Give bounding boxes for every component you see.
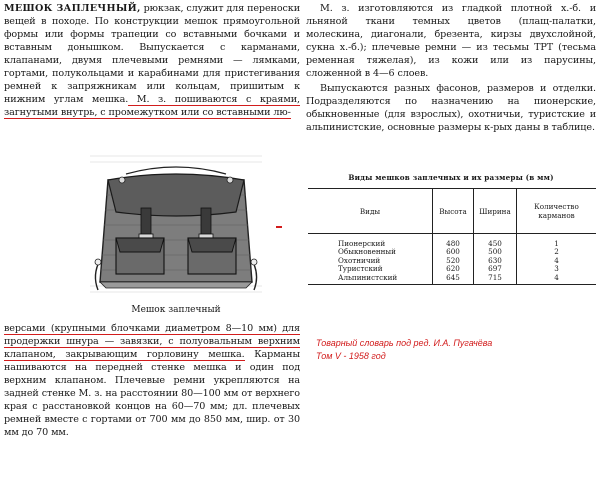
table-caption: Виды мешков заплечных и их размеры (в мм) [348, 173, 554, 182]
sizes-table [308, 188, 596, 285]
backpack-illustration [86, 150, 266, 300]
cell-width: 500 [474, 248, 517, 256]
intro-paragraph [4, 2, 300, 119]
cell-kind: Обыкновенный [338, 247, 396, 257]
right-column [306, 2, 596, 134]
cell-kind: Альпинистский [308, 274, 433, 285]
cell-kind: Охотничий [338, 255, 381, 265]
table-row [308, 274, 596, 285]
cell-pockets: 2 [517, 248, 597, 256]
types-paragraph: Выпускаются разных фасонов, размеров и отделки. Подразделяются по назначению на пионерские, обыкновенные (для взрослых), охотничьи, туристские и альпинистские, основные размеры к-рых даны в таблице. [306, 83, 596, 133]
cell-pockets: 3 [517, 265, 597, 273]
lower-paragraph [4, 322, 300, 439]
table-row [308, 234, 596, 249]
header-height: Высота [433, 189, 474, 234]
cell-kind: Пионерский [338, 239, 386, 248]
cell-width: 715 [474, 274, 517, 285]
materials-paragraph: М. з. изготовляются из гладкой плотной х.-б. и льняной ткани темных цветов (плащ-палатки, молескина, диагонали, брезента, кирзы двухслойной, сукна х.-б.); плечевые ремни — из тесьмы ТРТ (тесьма ременная тяжелая), из кожи или из парусины, сложенной в 4—6 слоев. [306, 3, 596, 79]
source-note-line2: Том V - 1958 год [316, 351, 386, 361]
table-header-row [308, 189, 596, 234]
intro-text: рюкзак, служит для переноски вещей в походе. По конструкции мешок прямоугольной формы или формы трапеции со вставными бочками и вставным донышком. Выпускается с карманами, клапанами, двумя плечевыми ремнями — лямками, гортами, полукольцами и карабинами для пристегивания ремней к запряжникам или кольцам, пришитым к нижним углам мешка. [4, 3, 300, 105]
cell-height: 600 [433, 248, 474, 256]
header-kind: Виды [308, 189, 433, 234]
headword: МЕШОК ЗАПЛЕЧНЫЙ, [4, 3, 141, 14]
intro-highlight: М. з. пошиваются с краями, загнутыми внутрь, с промежутком или со вставными лю- [4, 94, 300, 118]
cell-kind: Туристский [338, 264, 383, 274]
header-width: Ширина [474, 189, 517, 234]
left-column-upper [4, 2, 300, 119]
cell-width: 697 [474, 265, 517, 273]
left-column-lower [4, 322, 300, 439]
source-note [316, 337, 586, 363]
cell-height: 620 [433, 265, 474, 273]
cell-pockets: 4 [517, 257, 597, 265]
red-mark [276, 226, 282, 228]
source-note-line1: Товарный словарь под ред. И.А. Пугачёва [316, 338, 493, 348]
figure-caption: Мешок заплечный [131, 305, 221, 315]
cell-width: 450 [474, 234, 517, 249]
cell-height: 520 [433, 257, 474, 265]
cell-height: 645 [433, 274, 474, 285]
header-pockets: Количество карманов [517, 189, 597, 234]
lower-highlight: версами (крупными блочками диаметром 8—10 мм) для продержки шнура — завязки, с полуовальным верхним клапаном, закрывающим горловину мешка. [4, 323, 300, 360]
cell-width: 630 [474, 257, 517, 265]
cell-pockets: 1 [517, 234, 597, 249]
cell-pockets: 4 [517, 274, 597, 285]
cell-height: 480 [433, 234, 474, 249]
lower-text: Карманы нашиваются на передней стенке мешка и один под верхним клапаном. Плечевые ремни укрепляются на задней стенке М. з. на расстоянии 80—100 мм от верхнего края с расстановкой концов на 60—70 мм; дл. плечевых ремней вместе с гортами от 700 мм до 850 мм, шир. от 30 мм до 70 мм. [4, 349, 301, 438]
